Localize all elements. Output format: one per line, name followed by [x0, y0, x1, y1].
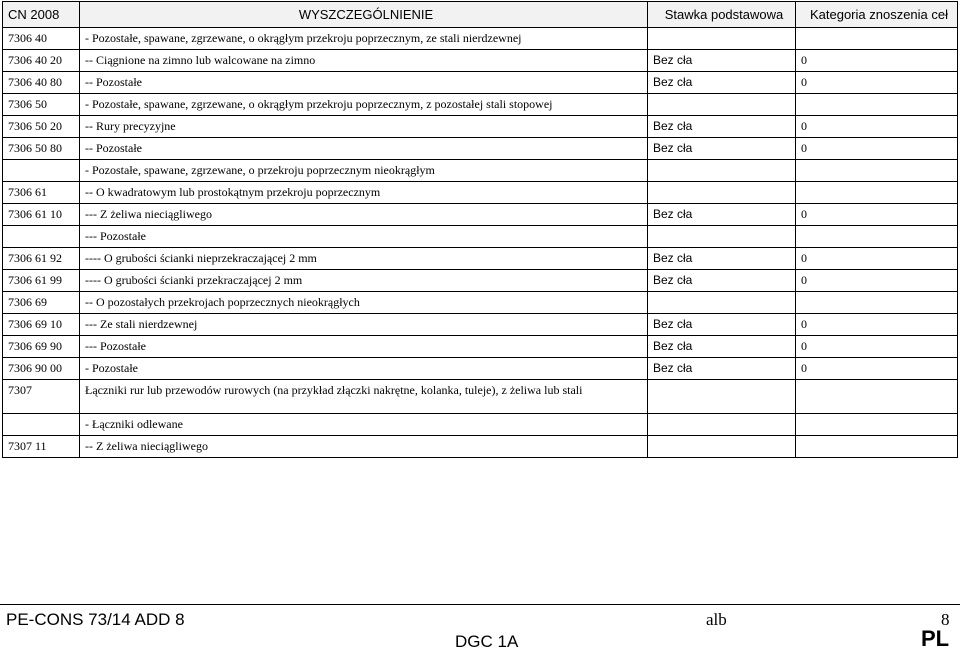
row-category [796, 160, 958, 182]
table-row [3, 94, 958, 116]
row-description: -- O kwadratowym lub prostokątnym przekroju poprzecznym [80, 182, 648, 204]
row-rate [648, 436, 796, 458]
row-rate: Bez cła [648, 116, 796, 138]
row-description: - Pozostałe, spawane, zgrzewane, o okrągłym przekroju poprzecznym, ze stali nierdzewnej [80, 28, 648, 50]
cn-code: 7306 40 [3, 28, 80, 50]
row-category: 0 [796, 72, 958, 94]
cn-code: 7306 50 20 [3, 116, 80, 138]
row-description: -- O pozostałych przekrojach poprzecznych nieokrągłych [80, 292, 648, 314]
row-description: --- Pozostałe [80, 226, 648, 248]
tariff-body [3, 28, 958, 458]
row-category: 0 [796, 248, 958, 270]
row-category: 0 [796, 138, 958, 160]
table-row [3, 182, 958, 204]
row-description: -- Pozostałe [80, 72, 648, 94]
header-cn: CN 2008 [3, 2, 80, 28]
row-description: - Pozostałe, spawane, zgrzewane, o przekroju poprzecznym nieokrągłym [80, 160, 648, 182]
row-category [796, 292, 958, 314]
footer-page-number: 8 [941, 610, 950, 629]
table-header-row [3, 2, 958, 28]
row-rate: Bez cła [648, 270, 796, 292]
row-category [796, 436, 958, 458]
cn-code [3, 226, 80, 248]
row-description: --- Pozostałe [80, 336, 648, 358]
footer-language: PL [921, 626, 950, 651]
table-row [3, 204, 958, 226]
table-row [3, 292, 958, 314]
cn-code: 7306 40 80 [3, 72, 80, 94]
cn-code: 7306 61 99 [3, 270, 80, 292]
table-row [3, 160, 958, 182]
row-rate [648, 94, 796, 116]
table-row [3, 270, 958, 292]
row-category: 0 [796, 116, 958, 138]
cn-code [3, 414, 80, 436]
row-category [796, 226, 958, 248]
row-description: - Pozostałe, spawane, zgrzewane, o okrągłym przekroju poprzecznym, z pozostałej stali stopowej [80, 94, 648, 116]
cn-code: 7307 [3, 380, 80, 414]
row-rate: Bez cła [648, 248, 796, 270]
row-category: 0 [796, 50, 958, 72]
table-row [3, 116, 958, 138]
row-description: -- Z żeliwa nieciągliwego [80, 436, 648, 458]
row-rate [648, 28, 796, 50]
table-row [3, 358, 958, 380]
row-rate: Bez cła [648, 336, 796, 358]
row-description: -- Pozostałe [80, 138, 648, 160]
row-category: 0 [796, 336, 958, 358]
row-category [796, 380, 958, 414]
row-rate [648, 414, 796, 436]
tariff-table [2, 1, 958, 458]
row-category [796, 94, 958, 116]
table-row [3, 380, 958, 414]
row-category: 0 [796, 358, 958, 380]
row-category: 0 [796, 270, 958, 292]
row-category [796, 28, 958, 50]
table-row [3, 314, 958, 336]
table-row [3, 138, 958, 160]
header-category: Kategoria znoszenia ceł [796, 2, 958, 28]
row-description: ---- O grubości ścianki nieprzekraczającej 2 mm [80, 248, 648, 270]
table-row [3, 28, 958, 50]
row-rate: Bez cła [648, 358, 796, 380]
cn-code [3, 160, 80, 182]
row-rate: Bez cła [648, 204, 796, 226]
table-row [3, 414, 958, 436]
row-rate [648, 292, 796, 314]
row-category [796, 182, 958, 204]
row-rate: Bez cła [648, 50, 796, 72]
table-row [3, 336, 958, 358]
cn-code: 7306 50 80 [3, 138, 80, 160]
cn-code: 7306 61 [3, 182, 80, 204]
row-rate [648, 380, 796, 414]
row-rate: Bez cła [648, 314, 796, 336]
row-rate: Bez cła [648, 72, 796, 94]
cn-code: 7307 11 [3, 436, 80, 458]
row-description: - Pozostałe [80, 358, 648, 380]
row-description: -- Ciągnione na zimno lub walcowane na zimno [80, 50, 648, 72]
row-description: -- Rury precyzyjne [80, 116, 648, 138]
cn-code: 7306 40 20 [3, 50, 80, 72]
row-description: ---- O grubości ścianki przekraczającej 2 mm [80, 270, 648, 292]
row-category: 0 [796, 314, 958, 336]
cn-code: 7306 61 10 [3, 204, 80, 226]
header-description: WYSZCZEGÓLNIENIE [80, 2, 648, 28]
row-category: 0 [796, 204, 958, 226]
cn-code: 7306 50 [3, 94, 80, 116]
row-description: Łączniki rur lub przewodów rurowych (na przykład złączki nakrętne, kolanka, tuleje), z żeliwa lub stali [80, 380, 648, 414]
cn-code: 7306 69 10 [3, 314, 80, 336]
cn-code: 7306 69 [3, 292, 80, 314]
footer-document-ref: PE-CONS 73/14 ADD 8 [6, 610, 185, 629]
table-row [3, 436, 958, 458]
footer-initials: alb [706, 610, 727, 629]
row-description: - Łączniki odlewane [80, 414, 648, 436]
row-rate: Bez cła [648, 138, 796, 160]
cn-code: 7306 61 92 [3, 248, 80, 270]
table-row [3, 72, 958, 94]
footer-divider [0, 604, 960, 605]
header-rate: Stawka podstawowa [648, 2, 796, 28]
table-row [3, 226, 958, 248]
table-row [3, 248, 958, 270]
cn-code: 7306 90 00 [3, 358, 80, 380]
table-row [3, 50, 958, 72]
row-rate [648, 160, 796, 182]
row-description: --- Z żeliwa nieciągliwego [80, 204, 648, 226]
row-rate [648, 182, 796, 204]
cn-code: 7306 69 90 [3, 336, 80, 358]
footer-directorate: DGC 1A [455, 632, 519, 651]
row-rate [648, 226, 796, 248]
row-category [796, 414, 958, 436]
row-description: --- Ze stali nierdzewnej [80, 314, 648, 336]
